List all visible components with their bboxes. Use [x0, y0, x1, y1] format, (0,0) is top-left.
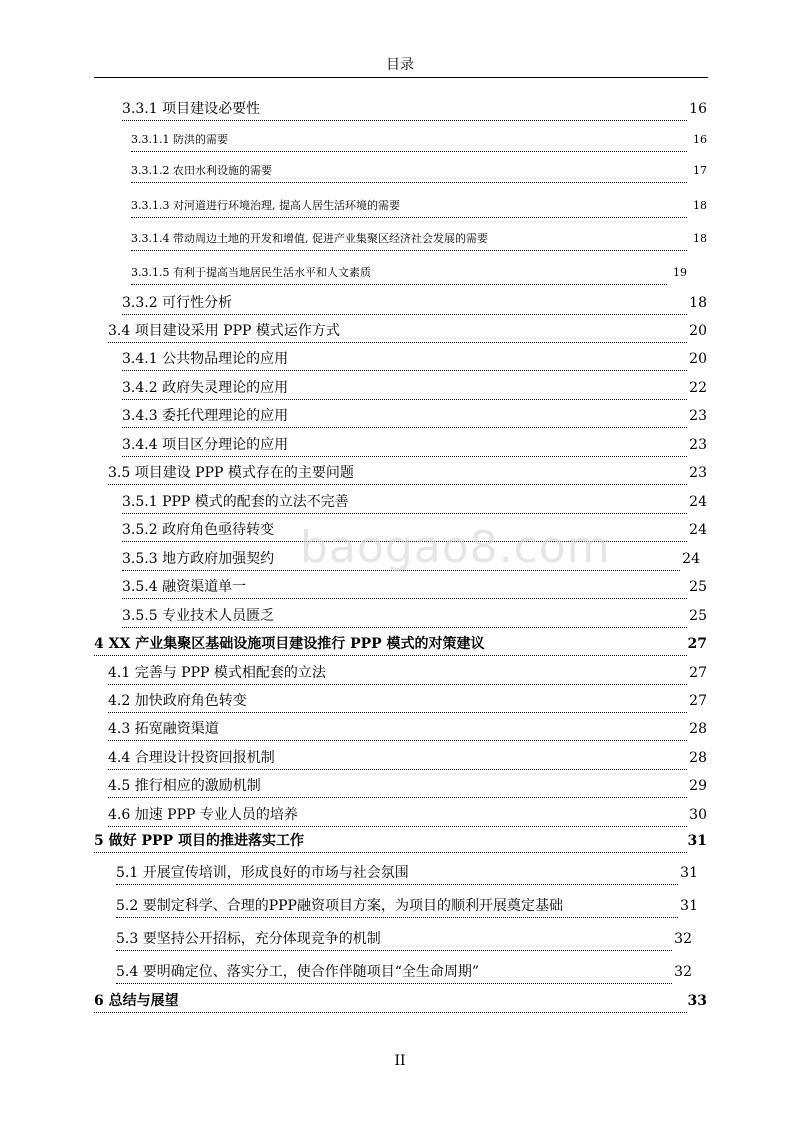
toc-entry-title: 3.3.1 项目建设必要性: [122, 98, 262, 120]
toc-entry-title: 4.4 合理设计投资回报机制: [108, 747, 277, 769]
toc-entry-page: 17: [691, 160, 707, 182]
toc-entry-page: 27: [686, 633, 707, 655]
toc-entry-page: 27: [687, 690, 707, 712]
toc-entry-page: 16: [691, 129, 707, 151]
toc-entry[interactable]: [0, 928, 800, 950]
toc-entry-page: 20: [687, 348, 707, 370]
toc-entry[interactable]: [0, 718, 800, 740]
toc-entry-page: 24: [680, 548, 700, 570]
toc-entry-title: 4.3 拓宽融资渠道: [108, 718, 221, 740]
toc-entry-title: 3.3.1.2 农田水利设施的需要: [131, 160, 274, 182]
toc-entry[interactable]: [0, 662, 800, 684]
toc-entry[interactable]: [0, 690, 800, 712]
toc-entry[interactable]: [0, 961, 800, 983]
header-divider: [94, 77, 708, 78]
toc-entry-page: 19: [671, 262, 687, 284]
page-number: II: [394, 1053, 406, 1069]
toc-entry[interactable]: [0, 895, 800, 917]
toc-entry[interactable]: [0, 491, 800, 513]
toc-entry-title: 4.2 加快政府角色转变: [108, 690, 249, 712]
toc-entry[interactable]: [0, 228, 800, 250]
toc-entry-page: 24: [687, 491, 707, 513]
toc-entry[interactable]: [0, 990, 800, 1012]
toc-entry[interactable]: [0, 804, 800, 826]
toc-entry[interactable]: [0, 830, 800, 852]
toc-entry-page: 25: [687, 576, 707, 598]
toc-entry[interactable]: [0, 633, 800, 655]
toc-entry-page: 31: [678, 895, 698, 917]
toc-entry[interactable]: [0, 434, 800, 456]
toc-entry-title: 3.5.3 地方政府加强契约: [122, 548, 276, 570]
toc-entry-page: 23: [687, 405, 707, 427]
toc-entry[interactable]: [0, 348, 800, 370]
toc-entry-title: 4.6 加速 PPP 专业人员的培养: [108, 804, 300, 826]
toc-entry-title: 3.4.3 委托代理理论的应用: [122, 405, 290, 427]
toc-entry-title: 3.5.1 PPP 模式的配套的立法不完善: [122, 491, 351, 513]
toc-entry-page: 32: [672, 928, 692, 950]
toc-entry-page: 23: [687, 462, 707, 484]
watermark: baogao8.com: [300, 522, 611, 573]
toc-entry-page: 22: [687, 377, 707, 399]
toc-entry[interactable]: [0, 195, 800, 217]
toc-entry-title: 3.4 项目建设采用 PPP 模式运作方式: [108, 320, 342, 342]
toc-entry[interactable]: [0, 747, 800, 769]
toc-entry-title: 3.3.1.1 防洪的需要: [131, 129, 230, 151]
toc-entry-title: 3.5.5 专业技术人员匮乏: [122, 605, 276, 627]
toc-entry-title: 5.3 要坚持公开招标，充分体现竞争的机制: [116, 928, 383, 950]
toc-entry-page: 29: [687, 775, 707, 797]
toc-entry[interactable]: [0, 160, 800, 182]
toc-entry[interactable]: [0, 98, 800, 120]
toc-entry-page: 18: [687, 292, 707, 314]
toc-entry-page: 24: [687, 519, 707, 541]
toc-entry-title: 3.5.4 融资渠道单一: [122, 576, 248, 598]
toc-entry-title: 4 XX 产业集聚区基础设施项目建设推行 PPP 模式的对策建议: [94, 633, 487, 655]
toc-entry-title: 3.3.1.5 有利于提高当地居民生活水平和人文素质: [131, 262, 373, 284]
toc-entry-page: 33: [686, 990, 707, 1012]
toc-entry-title: 3.5.2 政府角色亟待转变: [122, 519, 276, 541]
toc-entry[interactable]: [0, 129, 800, 151]
toc-entry-title: 3.4.2 政府失灵理论的应用: [122, 377, 290, 399]
toc-entry[interactable]: [0, 462, 800, 484]
toc-entry-page: 32: [672, 961, 692, 983]
toc-entry[interactable]: [0, 775, 800, 797]
toc-entry-page: 18: [691, 228, 707, 250]
toc-entry-title: 4.1 完善与 PPP 模式相配套的立法: [108, 662, 328, 684]
toc-entry-title: 5.1 开展宣传培训，形成良好的市场与社会氛围: [116, 862, 411, 884]
toc-entry-page: 18: [691, 195, 707, 217]
toc-entry-page: 23: [687, 434, 707, 456]
toc-entry-title: 3.4.1 公共物品理论的应用: [122, 348, 290, 370]
toc-entry-title: 3.3.2 可行性分析: [122, 292, 234, 314]
toc-entry-page: 27: [687, 662, 707, 684]
toc-entry[interactable]: [0, 320, 800, 342]
toc-entry-title: 5.2 要制定科学、合理的PPP融资项目方案，为项目的顺利开展奠定基础: [116, 895, 565, 917]
toc-entry-title: 5 做好 PPP 项目的推进落实工作: [94, 830, 306, 852]
toc-entry-title: 3.3.1.4 带动周边土地的开发和增值, 促进产业集聚区经济社会发展的需要: [131, 228, 490, 250]
toc-entry[interactable]: [0, 292, 800, 314]
toc-entry-page: 16: [687, 98, 707, 120]
toc-entry-title: 6 总结与展望: [94, 990, 181, 1012]
toc-entry-page: 31: [686, 830, 707, 852]
toc-entry-page: 28: [687, 718, 707, 740]
toc-entry-page: 25: [687, 605, 707, 627]
toc-entry-title: 3.5 项目建设 PPP 模式存在的主要问题: [108, 462, 356, 484]
toc-entry-page: 20: [687, 320, 707, 342]
toc-entry[interactable]: [0, 862, 800, 884]
toc-entry-title: 5.4 要明确定位、落实分工，使合作伴随项目“全生命周期”: [116, 961, 481, 983]
toc-entry[interactable]: [0, 405, 800, 427]
toc-entry[interactable]: [0, 605, 800, 627]
toc-entry-page: 31: [678, 862, 698, 884]
toc-entry[interactable]: [0, 576, 800, 598]
toc-entry[interactable]: [0, 262, 800, 284]
toc-entry-title: 4.5 推行相应的激励机制: [108, 775, 263, 797]
header-title: 目录: [386, 57, 414, 73]
toc-entry[interactable]: [0, 377, 800, 399]
toc-entry-title: 3.3.1.3 对河道进行环境治理, 提高人居生活环境的需要: [131, 195, 402, 217]
toc-entry-title: 3.4.4 项目区分理论的应用: [122, 434, 290, 456]
toc-entry-page: 30: [687, 804, 707, 826]
toc-entry-page: 28: [687, 747, 707, 769]
toc-leader-dots: [94, 990, 687, 1013]
